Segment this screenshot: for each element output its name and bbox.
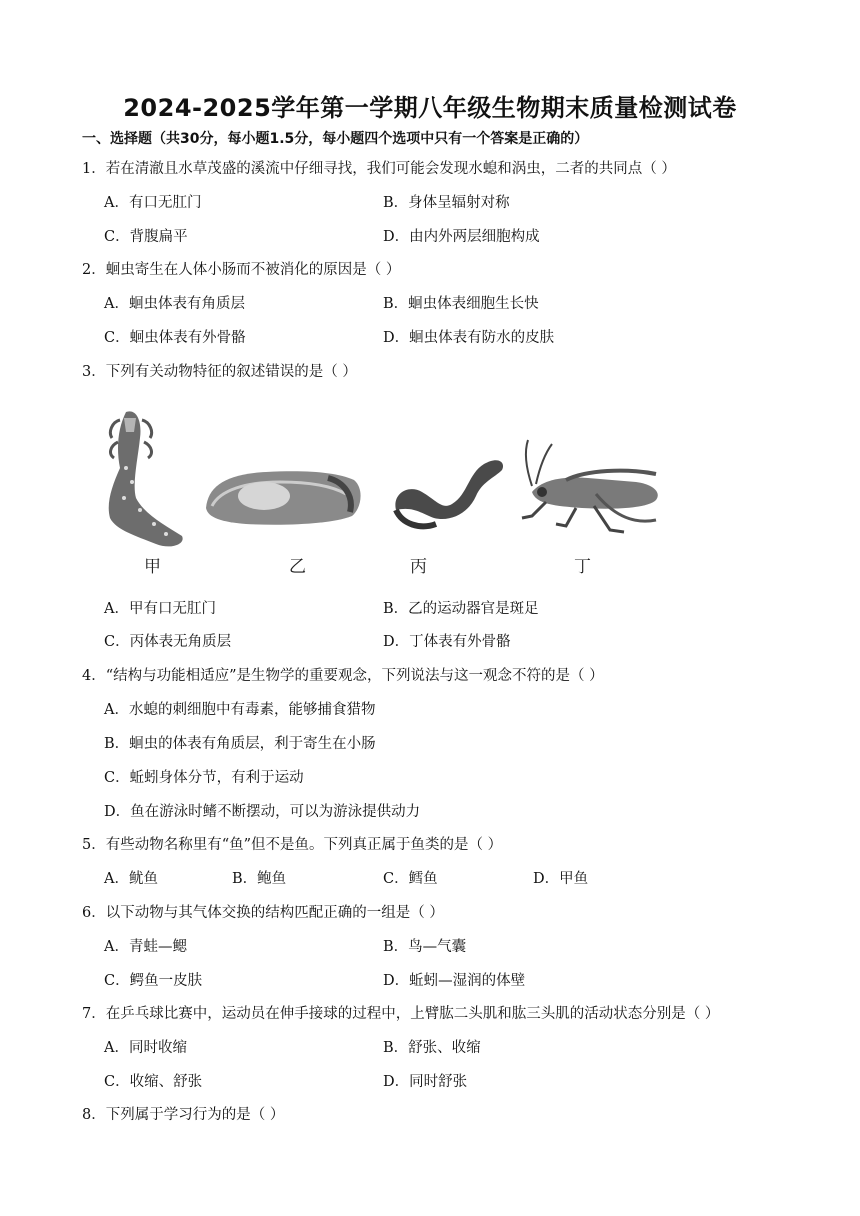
exam-title: 2024-2025学年第一学期八年级生物期末质量检测试卷 [123, 94, 737, 122]
question-7-stem: 7．在乒乓球比赛中，运动员在伸手接球的过程中，上臂肱二头肌和肱三头肌的活动状态分别是（ ） [82, 1006, 720, 1022]
q4-option-b: B．蛔虫的体表有角质层，利于寄生在小肠 [104, 736, 376, 752]
q7-option-a: A．同时收缩 [104, 1040, 187, 1056]
question-5-stem: 5．有些动物名称里有“鱼”但不是鱼。下列真正属于鱼类的是（ ） [82, 837, 503, 853]
q3-option-c: C．丙体表无角质层 [104, 634, 232, 650]
figure-label-bing: 丙 [410, 557, 427, 577]
q1-option-a: A．有口无肛门 [104, 195, 202, 211]
planarian-image [109, 411, 183, 546]
grasshopper-image [522, 440, 658, 532]
q5-option-c: C．鳕鱼 [383, 871, 438, 887]
q1-option-c: C．背腹扁平 [104, 229, 188, 245]
animal-figure [96, 398, 696, 580]
q5-option-a: A．鱿鱼 [104, 871, 158, 887]
q3-option-d: D．丁体表有外骨骼 [383, 634, 511, 650]
question-4-stem: 4．“结构与功能相适应”是生物学的重要观念，下列说法与这一观念不符的是（ ） [82, 668, 604, 684]
q4-option-c: C．蚯蚓身体分节，有利于运动 [104, 770, 304, 786]
q6-option-b: B．鸟—气囊 [383, 939, 467, 955]
q2-option-b: B．蛔虫体表细胞生长快 [383, 296, 539, 312]
q7-option-d: D．同时舒张 [383, 1074, 468, 1090]
q4-option-a: A．水螅的刺细胞中有毒素，能够捕食猎物 [104, 702, 376, 718]
q6-option-d: D．蚯蚓—湿润的体壁 [383, 973, 526, 989]
question-1-stem: 1．若在清澈且水草茂盛的溪流中仔细寻找，我们可能会发现水螅和涡虫，二者的共同点（ ） [82, 161, 676, 177]
q4-option-d: D．鱼在游泳时鳍不断摆动，可以为游泳提供动力 [104, 804, 421, 820]
q5-option-d: D．甲鱼 [533, 871, 589, 887]
q6-option-c: C．鳄鱼一皮肤 [104, 973, 203, 989]
q1-option-d: D．由内外两层细胞构成 [383, 229, 540, 245]
q2-option-a: A．蛔虫体表有角质层 [104, 296, 245, 312]
q6-option-a: A．青蛙—鳃 [104, 939, 187, 955]
q7-option-b: B．舒张、收缩 [383, 1040, 481, 1056]
q5-option-b: B．鲍鱼 [232, 871, 287, 887]
q2-option-d: D．蛔虫体表有防水的皮肤 [383, 330, 555, 346]
question-2-stem: 2．蛔虫寄生在人体小肠而不被消化的原因是（ ） [82, 262, 401, 278]
q1-option-b: B．身体呈辐射对称 [383, 195, 510, 211]
mussel-image [206, 471, 361, 524]
q7-option-c: C．收缩、舒张 [104, 1074, 203, 1090]
q2-option-c: C．蛔虫体表有外骨骼 [104, 330, 246, 346]
earthworm-image [395, 460, 503, 526]
q3-option-a: A．甲有口无肛门 [104, 601, 216, 617]
section-heading: 一、选择题（共30分，每小题1.5分，每小题四个选项中只有一个答案是正确的） [82, 131, 589, 147]
figure-label-ding: 丁 [574, 557, 591, 577]
question-8-stem: 8．下列属于学习行为的是（ ） [82, 1107, 285, 1123]
question-3-stem: 3．下列有关动物特征的叙述错误的是（ ） [82, 364, 357, 380]
figure-label-jia: 甲 [144, 557, 161, 577]
question-6-stem: 6．以下动物与其气体交换的结构匹配正确的一组是（ ） [82, 905, 444, 921]
q3-option-b: B．乙的运动器官是斑足 [383, 601, 539, 617]
figure-label-yi: 乙 [289, 557, 306, 577]
